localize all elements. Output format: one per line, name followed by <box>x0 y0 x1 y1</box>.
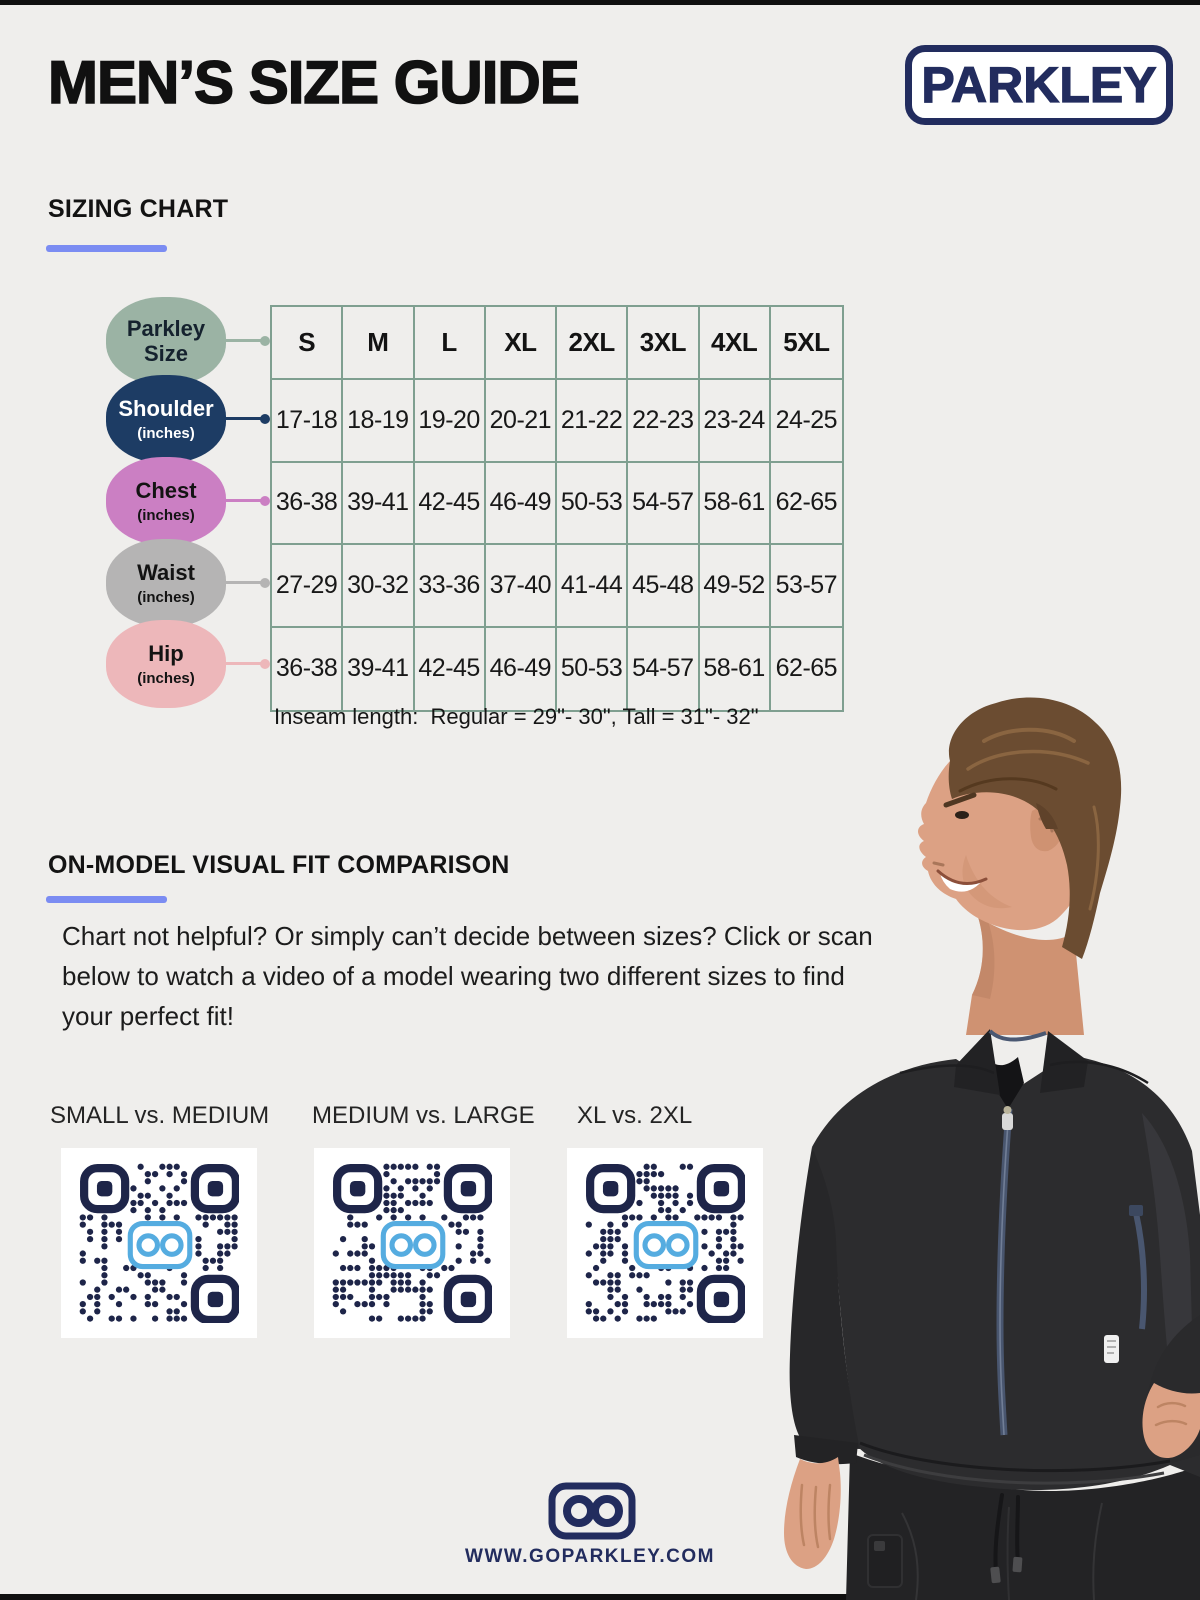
heading-underline <box>46 896 167 903</box>
size-cell-waist: 49-52 <box>700 545 771 628</box>
size-cell-chest: 62-65 <box>771 463 842 546</box>
connector-line <box>226 417 264 420</box>
size-cell-shoulder: 17-18 <box>272 380 343 463</box>
description-line: below to watch a video of a model wearing two different sizes to find <box>62 961 845 991</box>
size-cell-chest: 39-41 <box>343 463 414 546</box>
size-cell-shoulder: 19-20 <box>415 380 486 463</box>
column-header-5xl: 5XL <box>771 307 842 380</box>
sizing-table <box>270 305 844 712</box>
heading-underline <box>46 245 167 252</box>
qr-image <box>79 1163 239 1323</box>
column-header-m: M <box>343 307 414 380</box>
brand-logo <box>905 45 1173 125</box>
goggles-logo-icon <box>548 1482 636 1540</box>
size-cell-shoulder: 24-25 <box>771 380 842 463</box>
connector-line <box>226 499 264 502</box>
website-link[interactable]: WWW.GOPARKLEY.COM <box>465 1546 715 1567</box>
size-cell-chest: 58-61 <box>700 463 771 546</box>
column-header-s: S <box>272 307 343 380</box>
size-cell-hip: 42-45 <box>415 628 486 711</box>
size-cell-shoulder: 20-21 <box>486 380 557 463</box>
qr-image <box>332 1163 492 1323</box>
connector-line <box>226 662 264 665</box>
qr-label-small-vs-medium: SMALL vs. MEDIUM <box>50 1102 270 1129</box>
size-cell-waist: 37-40 <box>486 545 557 628</box>
size-cell-chest: 42-45 <box>415 463 486 546</box>
column-header-4xl: 4XL <box>700 307 771 380</box>
row-label-parkley-size: Parkley Size <box>106 297 226 385</box>
fit-comparison-heading: ON-MODEL VISUAL FIT COMPARISON <box>48 851 510 879</box>
size-cell-hip: 36-38 <box>272 628 343 711</box>
size-cell-chest: 46-49 <box>486 463 557 546</box>
size-cell-waist: 45-48 <box>628 545 699 628</box>
size-cell-hip: 39-41 <box>343 628 414 711</box>
size-cell-waist: 33-36 <box>415 545 486 628</box>
size-cell-hip: 62-65 <box>775 654 838 683</box>
size-cell-shoulder: 23-24 <box>700 380 771 463</box>
model-photo <box>750 695 1200 1600</box>
description-line: your perfect fit! <box>62 1001 234 1031</box>
qr-code-xl-vs-2xl[interactable] <box>567 1148 763 1338</box>
size-cell-hip: 50-53 <box>557 628 628 711</box>
qr-image <box>585 1163 745 1323</box>
size-cell-shoulder: 21-22 <box>557 380 628 463</box>
size-cell-hip: 58-61 <box>700 628 771 711</box>
size-cell-chest: 50-53 <box>557 463 628 546</box>
page-title: MEN’S SIZE GUIDE <box>48 49 579 116</box>
sizing-chart-heading: SIZING CHART <box>48 195 229 223</box>
qr-label-xl-vs-2xl: XL vs. 2XL <box>577 1102 693 1129</box>
column-header-l: L <box>415 307 486 380</box>
column-header-3xl: 3XL <box>628 307 699 380</box>
size-cell-waist: 30-32 <box>343 545 414 628</box>
brand-logo-text: PARKLEY <box>921 57 1157 113</box>
size-cell-shoulder: 22-23 <box>628 380 699 463</box>
top-border <box>0 0 1200 5</box>
size-cell-chest: 36-38 <box>272 463 343 546</box>
size-cell-hip: 54-57 <box>628 628 699 711</box>
size-cell-waist: 27-29 <box>272 545 343 628</box>
connector-line <box>226 581 264 584</box>
row-label-waist: Waist (inches) <box>106 539 226 627</box>
column-header-2xl: 2XL <box>557 307 628 380</box>
qr-code-small-vs-medium[interactable] <box>61 1148 257 1338</box>
qr-code-medium-vs-large[interactable] <box>314 1148 510 1338</box>
inseam-note: Inseam length: Regular = 29"- 30", Tall = 31"- 32" <box>274 704 759 729</box>
connector-line <box>226 339 264 342</box>
qr-label-medium-vs-large: MEDIUM vs. LARGE <box>312 1102 535 1129</box>
size-cell-hip: 46-49 <box>486 628 557 711</box>
size-cell-chest: 54-57 <box>628 463 699 546</box>
size-cell-shoulder: 18-19 <box>343 380 414 463</box>
description-line: Chart not helpful? Or simply can’t decide between sizes? Click or scan <box>62 921 873 951</box>
row-label-shoulder: Shoulder (inches) <box>106 375 226 463</box>
column-header-xl: XL <box>486 307 557 380</box>
row-label-chest: Chest (inches) <box>106 457 226 545</box>
size-cell-waist: 53-57 <box>771 545 842 628</box>
size-cell-waist: 41-44 <box>557 545 628 628</box>
row-label-hip: Hip (inches) <box>106 620 226 708</box>
